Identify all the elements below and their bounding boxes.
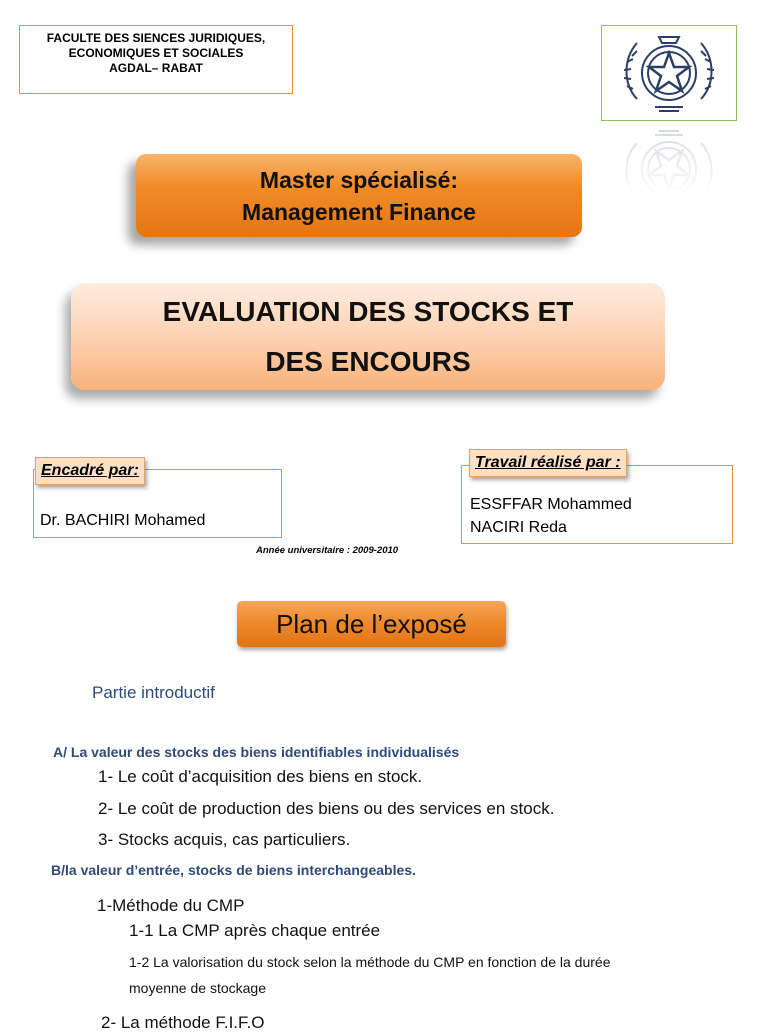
outline-b-cmp-2-line-1: 1-2 La valorisation du stock selon la méthode du CMP en fonction de la durée: [129, 954, 611, 970]
emblem-seal-icon: [619, 29, 719, 117]
outline-section-a: A/ La valeur des stocks des biens identifiables individualisés: [53, 744, 460, 760]
plan-heading-button: Plan de l’exposé: [237, 601, 506, 647]
outline-section-b: B/la valeur d’entrée, stocks de biens interchangeables.: [51, 862, 416, 878]
outline-b-method-cmp: 1-Méthode du CMP: [97, 896, 245, 915]
emblem-reflection-icon: [619, 125, 719, 213]
outline-a-item-1: 1- Le coût d’acquisition des biens en stock.: [98, 767, 423, 786]
author-name-1: ESSFFAR Mohammed: [470, 496, 632, 513]
supervisor-tag: Encadré par:: [35, 457, 145, 485]
university-emblem: [601, 25, 737, 121]
outline-a-item-3: 3- Stocks acquis, cas particuliers.: [98, 830, 351, 849]
faculty-line-1: FACULTE DES SIENCES JURIDIQUES,: [46, 31, 266, 45]
outline-b-cmp-1: 1-1 La CMP après chaque entrée: [129, 921, 381, 940]
title-banner: [71, 283, 665, 390]
supervisor-name: Dr. BACHIRI Mohamed: [40, 512, 206, 529]
title-line-1: EVALUATION DES STOCKS ET: [162, 296, 574, 327]
title-line-2: DES ENCOURS: [265, 346, 471, 377]
author-name-2: NACIRI Reda: [470, 519, 567, 536]
faculty-line-3: AGDAL– RABAT: [109, 61, 203, 75]
faculty-header-box: [19, 25, 293, 94]
faculty-line-2: ECONOMIQUES ET SOCIALES: [68, 46, 244, 60]
outline-b-cmp-2-line-2: moyenne de stockage: [129, 980, 266, 996]
authors-tag: Travail réalisé par :: [469, 449, 627, 477]
master-line-2: Management Finance: [242, 199, 476, 225]
academic-year: Année universitaire : 2009-2010: [256, 545, 399, 556]
outline-b-method-fifo: 2- La méthode F.I.F.O: [101, 1013, 265, 1032]
outline-intro: Partie introductif: [92, 683, 215, 702]
emblem-reflection: [601, 123, 737, 213]
master-banner: [136, 154, 582, 237]
outline-a-item-2: 2- Le coût de production des biens ou des services en stock.: [98, 799, 555, 818]
master-line-1: Master spécialisé:: [259, 167, 459, 193]
